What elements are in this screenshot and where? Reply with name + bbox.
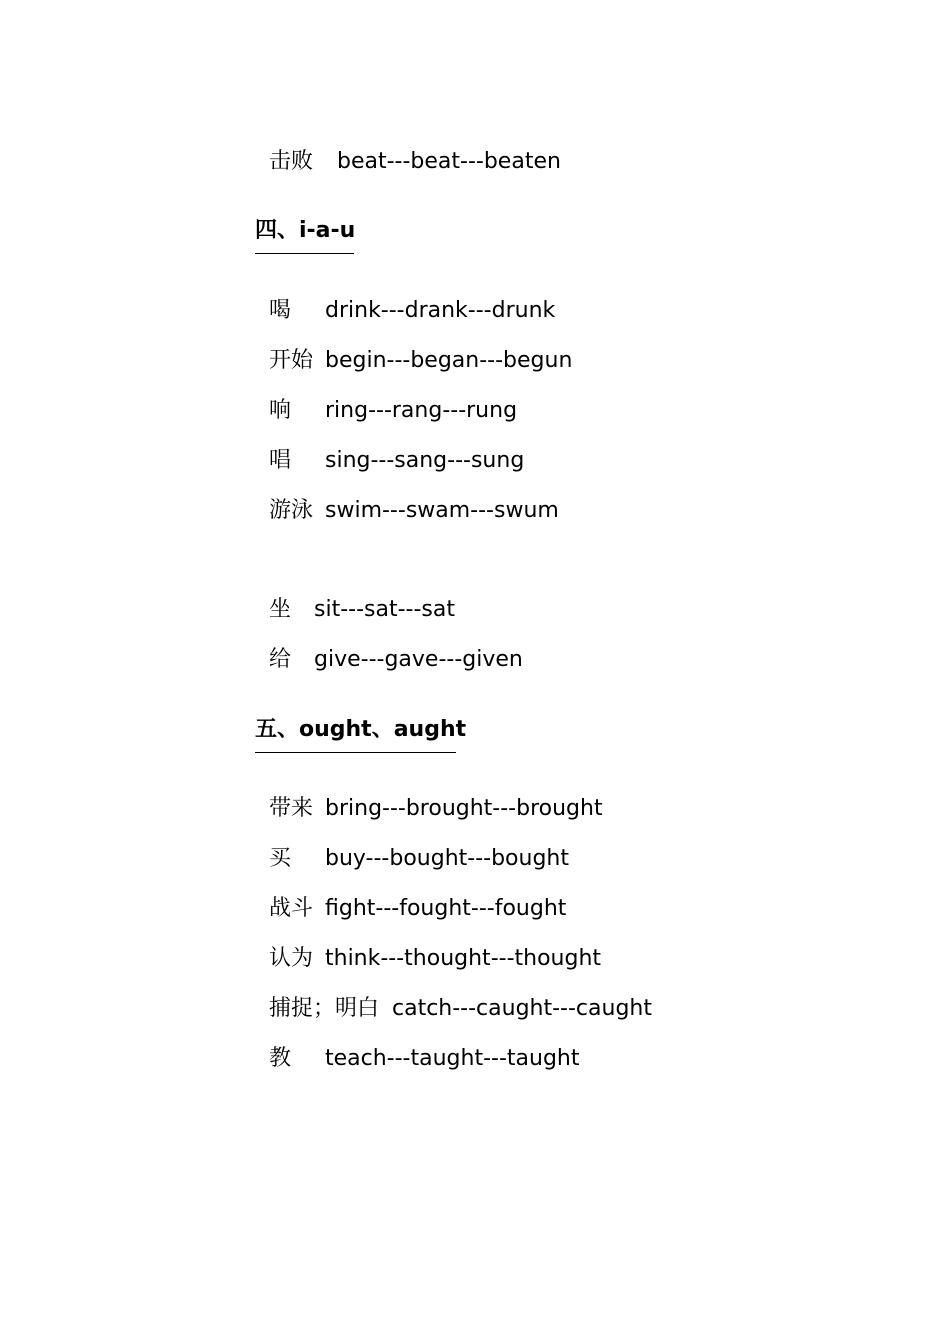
verb-forms: think---thought---thought xyxy=(325,946,602,971)
chinese-meaning: 战斗 xyxy=(269,896,314,921)
chinese-meaning: 给 xyxy=(269,647,292,672)
chinese-meaning: 开始 xyxy=(269,348,314,373)
chinese-meaning: 带来 xyxy=(269,796,314,821)
chinese-meaning: 坐 xyxy=(269,597,292,622)
chinese-meaning: 捕捉；明白 xyxy=(269,996,380,1021)
chinese-meaning: 响 xyxy=(269,398,292,423)
verb-forms: catch---caught---caught xyxy=(392,996,652,1021)
verb-forms: buy---bought---bought xyxy=(325,846,569,871)
verb-forms: bring---brought---brought xyxy=(325,796,603,821)
chinese-meaning: 教 xyxy=(269,1046,292,1071)
verb-line xyxy=(255,117,561,177)
section-heading: 五、ought、aught xyxy=(255,717,467,742)
chinese-meaning: 游泳 xyxy=(269,498,314,523)
verb-forms: fight---fought---fought xyxy=(325,896,567,921)
verb-line xyxy=(255,1014,579,1074)
section-heading: 四、i-a-u xyxy=(255,218,356,243)
verb-forms: begin---began---begun xyxy=(325,348,573,373)
verb-forms: ring---rang---rung xyxy=(325,398,518,423)
verb-line xyxy=(255,615,523,675)
verb-forms: teach---taught---taught xyxy=(325,1046,580,1071)
heading-underline xyxy=(255,253,354,254)
verb-line xyxy=(255,466,559,526)
chinese-meaning: 认为 xyxy=(269,946,314,971)
chinese-meaning: 唱 xyxy=(269,448,292,473)
verb-forms: drink---drank---drunk xyxy=(325,298,556,323)
verb-forms: swim---swam---swum xyxy=(325,498,559,523)
verb-forms: sit---sat---sat xyxy=(314,597,455,622)
verb-forms: give---gave---given xyxy=(314,647,523,672)
heading-underline xyxy=(255,752,456,753)
verb-forms: sing---sang---sung xyxy=(325,448,525,473)
verb-forms: beat---beat---beaten xyxy=(337,149,561,174)
chinese-meaning: 击败 xyxy=(269,149,314,174)
chinese-meaning: 喝 xyxy=(269,298,292,323)
chinese-meaning: 买 xyxy=(269,846,292,871)
